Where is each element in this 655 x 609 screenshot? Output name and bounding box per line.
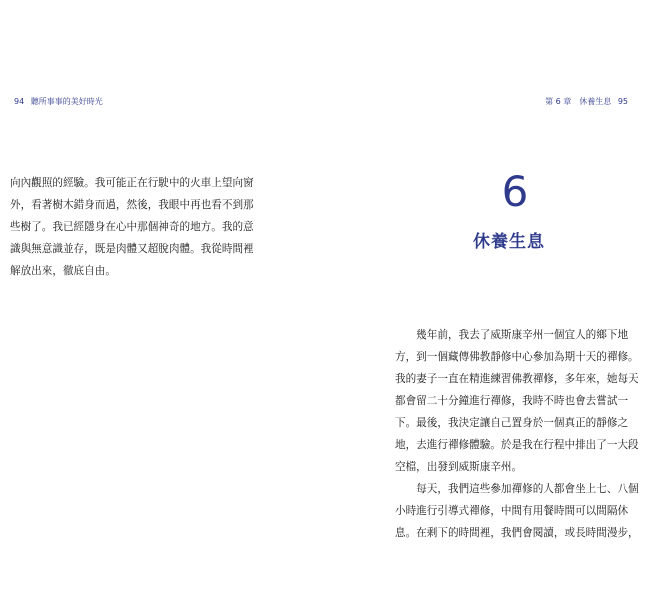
right-running-head xyxy=(545,97,632,107)
text-line: 些樹了。我已經隱身在心中那個神奇的地方。我的意 xyxy=(10,221,254,233)
text-line: 外，看著樹木錯身而過，然後，我眼中再也看不到那 xyxy=(10,199,254,211)
text-line: 每天，我們這些參加禪修的人都會坐上七、八個 xyxy=(395,483,639,495)
text-line: 我的妻子一直在精進練習佛教禪修，多年來，她每天 xyxy=(395,373,639,385)
text-line: 識與無意識並存，既是肉體又超脫肉體。我從時間裡 xyxy=(10,243,254,255)
right-running-head-title: 第 6 章 休養生息 xyxy=(545,97,612,106)
left-body-text xyxy=(10,172,254,282)
left-page xyxy=(0,0,327,609)
text-line: 解放出來，徹底自由。 xyxy=(10,265,116,277)
text-line: 方，到一個藏傳佛教靜修中心參加為期十天的禪修。 xyxy=(395,351,639,363)
right-page xyxy=(327,0,655,609)
text-line: 小時進行引導式禪修，中間有用餐時間可以間隔休 xyxy=(395,505,629,517)
text-line: 幾年前，我去了威斯康辛州一個宜人的鄉下地 xyxy=(395,329,629,341)
right-page-number: 95 xyxy=(617,97,628,106)
left-running-head xyxy=(10,97,103,107)
text-line: 都會留二十分鐘進行禪修，我時不時也會去嘗試一 xyxy=(395,395,629,407)
right-body-text xyxy=(395,324,637,544)
chapter-title: 休養生息 xyxy=(473,232,545,252)
text-line: 息。在剩下的時間裡，我們會閱讀，或長時間漫步， xyxy=(395,527,639,539)
chapter-number: 6 xyxy=(501,167,529,216)
left-page-number: 94 xyxy=(14,97,25,106)
text-line: 空檔，出發到威斯康辛州。 xyxy=(395,461,523,473)
text-line: 向內觀照的經驗。我可能正在行駛中的火車上望向窗 xyxy=(10,177,254,189)
text-line: 下。最後，我決定讓自己置身於一個真正的靜修之 xyxy=(395,417,629,429)
left-running-head-title: 聽所事事的美好時光 xyxy=(30,97,103,106)
text-line: 地，去進行禪修體驗。於是我在行程中排出了一大段 xyxy=(395,439,639,451)
